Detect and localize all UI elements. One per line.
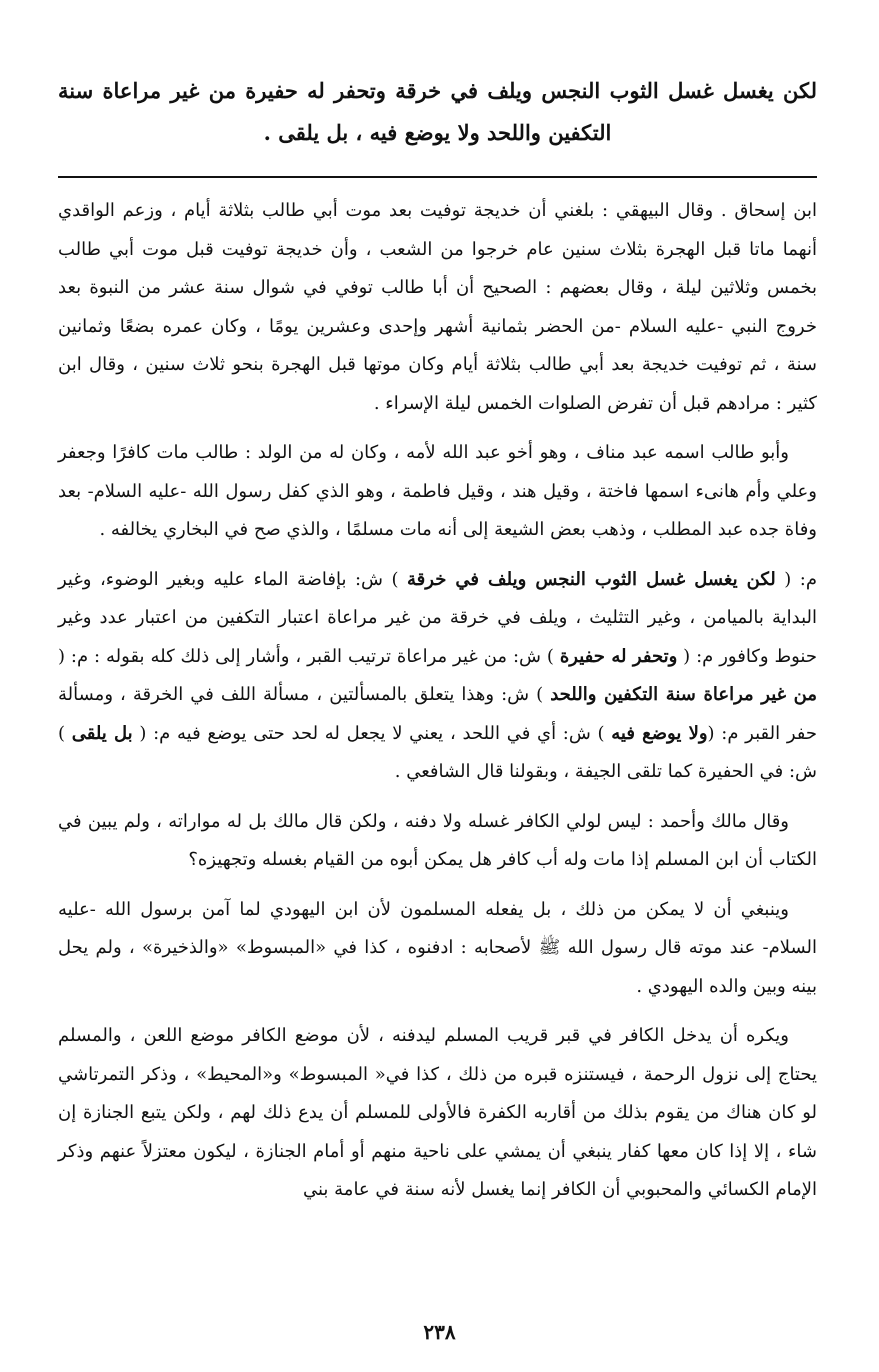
commentary-paragraph-5: وينبغي أن لا يمكن من ذلك ، بل يفعله المسلمون لأن ابن اليهودي لما آمن برسول الله -عليه السلام- عند موته قال رسول الله ﷺ لأصحابه : ادفنوه ، كذا في «المبسوط» «والذخيرة» ، ولم يحل بينه وبين والده اليهودي . — [58, 898, 817, 997]
matn-header-text: لكن يغسل غسل الثوب النجس ويلف في خرقة وتحفر له حفيرة من غير مراعاة سنة التكفين واللحد ولا يوضع فيه ، بل يلقى . — [58, 78, 817, 145]
text-run: ) ش: في الحفيرة كما تلقى الجيفة ، وبقولنا قال الشافعي . — [58, 722, 817, 782]
quoted-matn: لكن يغسل غسل الثوب النجس ويلف في خرقة — [407, 568, 776, 590]
page-number: ٢٣٨ — [423, 1320, 456, 1344]
text-run: ) ش: من غير مراعاة ترتيب القبر ، وأشار إلى ذلك كله بقوله : م: ( — [58, 645, 560, 667]
commentary-paragraph-4: وقال مالك وأحمد : ليس لولي الكافر غسله ولا دفنه ، ولكن قال مالك بل له مواراته ، ولم يبين في الكتاب أن ابن المسلم إذا مات وله أب كافر هل يمكن أبوه من القيام بغسله وتجهيزه؟ — [58, 810, 817, 870]
quoted-matn: وتحفر له حفيرة — [559, 645, 678, 667]
quoted-matn: ولا يوضع فيه — [611, 722, 708, 744]
text-run: م: ( — [775, 568, 817, 590]
quoted-matn: من غير مراعاة سنة التكفين واللحد — [550, 684, 817, 705]
commentary-paragraph-6: ويكره أن يدخل الكافر في قبر قريب المسلم ليدفنه ، لأن موضع الكافر موضع اللعن ، والمسلم يحتاج إلى نزول الرحمة ، فيستنزه قبره من ذلك ، كذا في« المبسوط» و«المحيط» ، وذكر التمرتاشي لو كان هناك من يقوم بذلك من أقاربه الكفرة فالأولى للمسلم أن يدع ذلك لهم ، ولكن يتبع الجنازة إن شاء ، إلا إذا كان معها كفار ينبغي أن يمشي على ناحية منهم أو أمام الجنازة ، ليكون معتزلاً عنهم وذكر الإمام الكسائي والمحبوبي أن الكافر إنما يغسل لأنه سنة في عامة بني — [58, 1025, 817, 1200]
text-run: ) ش: وهذا يتعلق بالمسألتين ، مسألة اللف في الخرقة ، ومسألة حفر القبر م: ( — [58, 684, 817, 744]
separator-line — [58, 176, 817, 178]
commentary-paragraph-1: ابن إسحاق . وقال البيهقي : بلغني أن خديجة توفيت بعد موت أبي طالب بثلاثة أيام ، وزعم الواقدي أنهما ماتا قبل الهجرة بثلاث سنين عام خرجوا من الشعب ، وأن خديجة توفيت قبل موت أبي طالب بخمس وثلاثين ليلة ، وقال بعضهم : الصحيح أن أبا طالب توفي في شوال سنة عشر من النبوة بعد خروج النبي -عليه السلام -من الحضر بثمانية أشهر وإحدى وعشرين يومًا ، وكان عمره بضعًا وثمانين سنة ، ثم توفيت خديجة بعد أبي طالب بثلاثة أيام وكان موتها قبل الهجرة بنحو ثلاث سنين ، وقال ابن كثير : مرادهم قبل أن تفرض الصلوات الخمس ليلة الإسراء . — [58, 200, 817, 414]
commentary-paragraph-3 — [58, 561, 817, 792]
text-run: ) ش: أي في اللحد ، يعني لا يجعل له لحد حتى يوضع فيه م: ( — [132, 722, 612, 744]
commentary-paragraph-2: وأبو طالب اسمه عبد مناف ، وهو أخو عبد الله لأمه ، وكان له من الولد : طالب مات كافرًا وجعفر وعلي وأم هانىء اسمها فاختة ، وقيل هند ، وقيل فاطمة ، وهو الذي كفل رسول الله -عليه السلام- بعد وفاة جده عبد المطلب ، وذهب بعض الشيعة إلى أنه مات مسلمًا ، والذي صح في البخاري يخالفه . — [58, 442, 817, 540]
text-run: ) ش: بإفاضة الماء عليه وبغير الوضوء، وغير البداية بالميامن ، وغير التثليث ، ويلف في خرقة من غير مراعاة اعتبار التكفين من اعتبار عدد وغير حنوط وكافور م: ( — [58, 568, 817, 667]
quoted-matn: بل يلقى — [71, 722, 133, 744]
